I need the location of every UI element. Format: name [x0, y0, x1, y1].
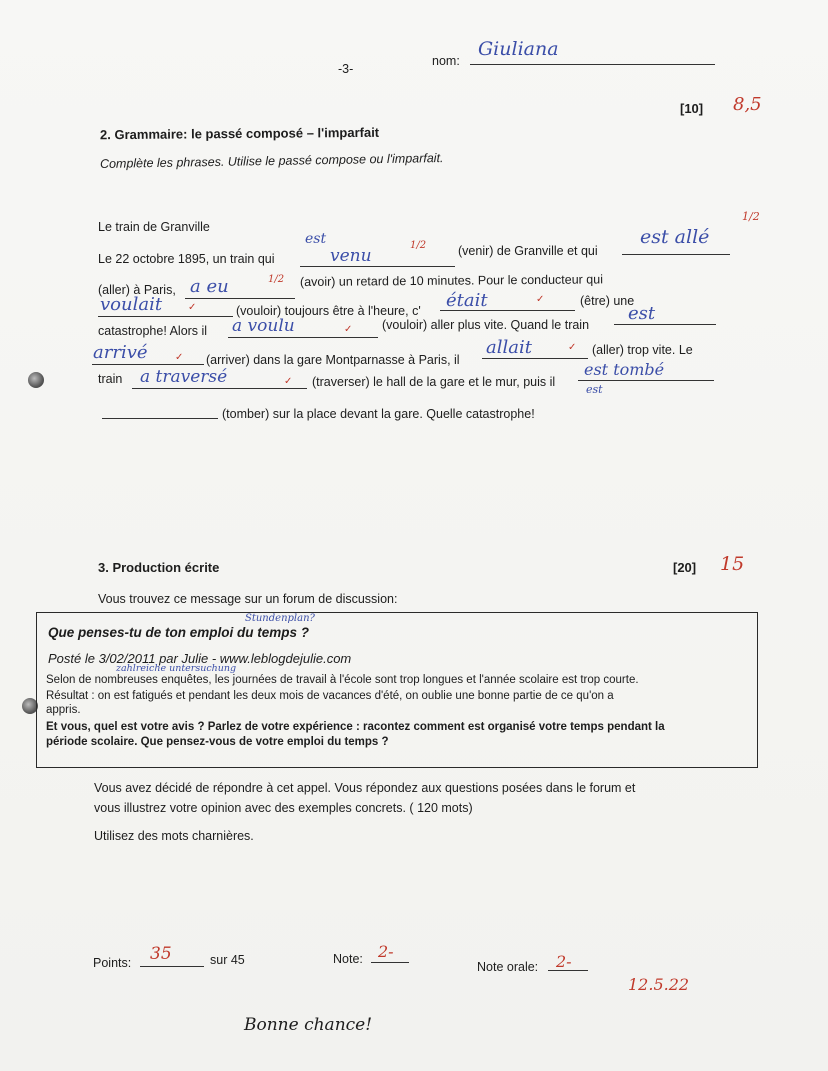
half-mark-3: 1/2 [268, 274, 285, 285]
text-line1-b: (venir) de Granville et qui [458, 244, 598, 258]
points-label: Points: [93, 956, 132, 970]
blank-12 [102, 404, 218, 419]
check-mark-10: ✓ [284, 376, 293, 387]
text-line3-c: (être) une [580, 294, 635, 308]
name-value: Giuliana [478, 38, 559, 60]
answer-4: voulait [100, 294, 163, 315]
check-mark-8: ✓ [175, 352, 184, 363]
section2-title: 2. Grammaire: le passé composé – l'imparfait [99, 124, 380, 143]
oral-value: 2- [556, 952, 572, 971]
answer-11-correction: est [586, 383, 603, 396]
forum-paragraph-1: Selon de nombreuses enquêtes, les journées de travail à l'école sont trop longues et l'année scolaire est trop courte. [46, 674, 639, 686]
text-line4-a: catastrophe! Alors il [98, 324, 208, 338]
text-line5-c: (aller) trop vite. Le [592, 343, 693, 357]
section2-score: 8,5 [733, 94, 762, 115]
punch-hole-top [28, 372, 44, 388]
text-line2-a: (aller) à Paris, [98, 283, 176, 297]
answer-1-correction: est [305, 231, 327, 247]
note-value: 2- [378, 942, 394, 961]
answer-11: est tombé [584, 360, 665, 379]
section3-intro: Vous trouvez ce message sur un forum de discussion: [98, 592, 398, 606]
section3-points: [20] [673, 560, 697, 575]
answer-9: allait [486, 337, 532, 358]
forum-paragraph-2: Résultat : on est fatigués et pendant les deux mois de vacances d'été, on oublie une bonne partie de ce qu'on a [46, 690, 614, 702]
section2-points: [10] [680, 101, 704, 116]
task-line-3: Utilisez des mots charnières. [94, 829, 254, 843]
half-mark-right: 1/2 [742, 210, 760, 223]
check-mark-9: ✓ [568, 342, 577, 353]
sign-off: Bonne chance! [244, 1015, 373, 1035]
section2-instruction: Complète les phrases. Utilise le passé compose ou l'imparfait. [99, 151, 444, 171]
forum-paragraph-3: appris. [46, 704, 81, 716]
task-line-1: Vous avez décidé de répondre à cet appel. Vous répondez aux questions posées dans le forum et [94, 781, 636, 795]
story-title: Le train de Granville [98, 220, 210, 234]
oral-label: Note orale: [477, 960, 539, 974]
forum-question: Que penses-tu de ton emploi du temps ? [48, 625, 310, 640]
answer-10: a traversé [140, 367, 228, 387]
check-mark-5: ✓ [536, 294, 545, 305]
answer-6: a voulu [232, 316, 295, 336]
text-line6-a: train [98, 372, 123, 386]
forum-bold-1: Et vous, quel est votre avis ? Parlez de votre expérience : racontez comment est organisé votre temps pendant la [46, 721, 665, 733]
section3-title: 3. Production écrite [98, 560, 220, 575]
forum-question-note: Stundenplan? [245, 613, 315, 624]
forum-posted: Posté le 3/02/2011 par Julie - www.leblogdejulie.com [48, 651, 352, 666]
name-label: nom: [432, 54, 460, 68]
answer-5: était [446, 290, 488, 311]
text-line2-b: (avoir) un retard de 10 minutes. Pour le conducteur qui [299, 272, 604, 289]
blank-1 [300, 250, 455, 267]
answer-1: venu [330, 246, 372, 266]
text-line1-a: Le 22 octobre 1895, un train qui [98, 252, 275, 266]
text-line5-b: (arriver) dans la gare Montparnasse à Paris, il [206, 353, 460, 367]
half-mark-1: 1/2 [410, 240, 427, 251]
section3-score: 15 [720, 553, 745, 575]
text-line7-b: (tomber) sur la place devant la gare. Quelle catastrophe! [222, 407, 535, 421]
text-line4-b: (vouloir) aller plus vite. Quand le train [382, 318, 590, 332]
text-line6-b: (traverser) le hall de la gare et le mur, puis il [312, 375, 556, 389]
page-number: -3- [338, 62, 354, 76]
points-sur: sur 45 [210, 953, 245, 967]
text-line3-b: (vouloir) toujours être à l'heure, c' [236, 304, 421, 318]
grading-date: 12.5.22 [628, 975, 690, 994]
answer-7: est [628, 303, 656, 324]
points-value: 35 [150, 944, 172, 964]
forum-bold-2: période scolaire. Que pensez-vous de votre emploi du temps ? [46, 736, 389, 748]
answer-8: arrivé [93, 342, 148, 363]
check-mark-4: ✓ [188, 302, 197, 313]
task-line-2: vous illustrez votre opinion avec des exemples concrets. ( 120 mots) [94, 801, 473, 815]
forum-note-2: zahlreiche untersuchung [116, 663, 237, 674]
answer-2: est allé [640, 226, 710, 248]
note-label: Note: [333, 952, 363, 966]
check-mark-6: ✓ [344, 324, 353, 335]
answer-3: a eu [190, 276, 229, 297]
